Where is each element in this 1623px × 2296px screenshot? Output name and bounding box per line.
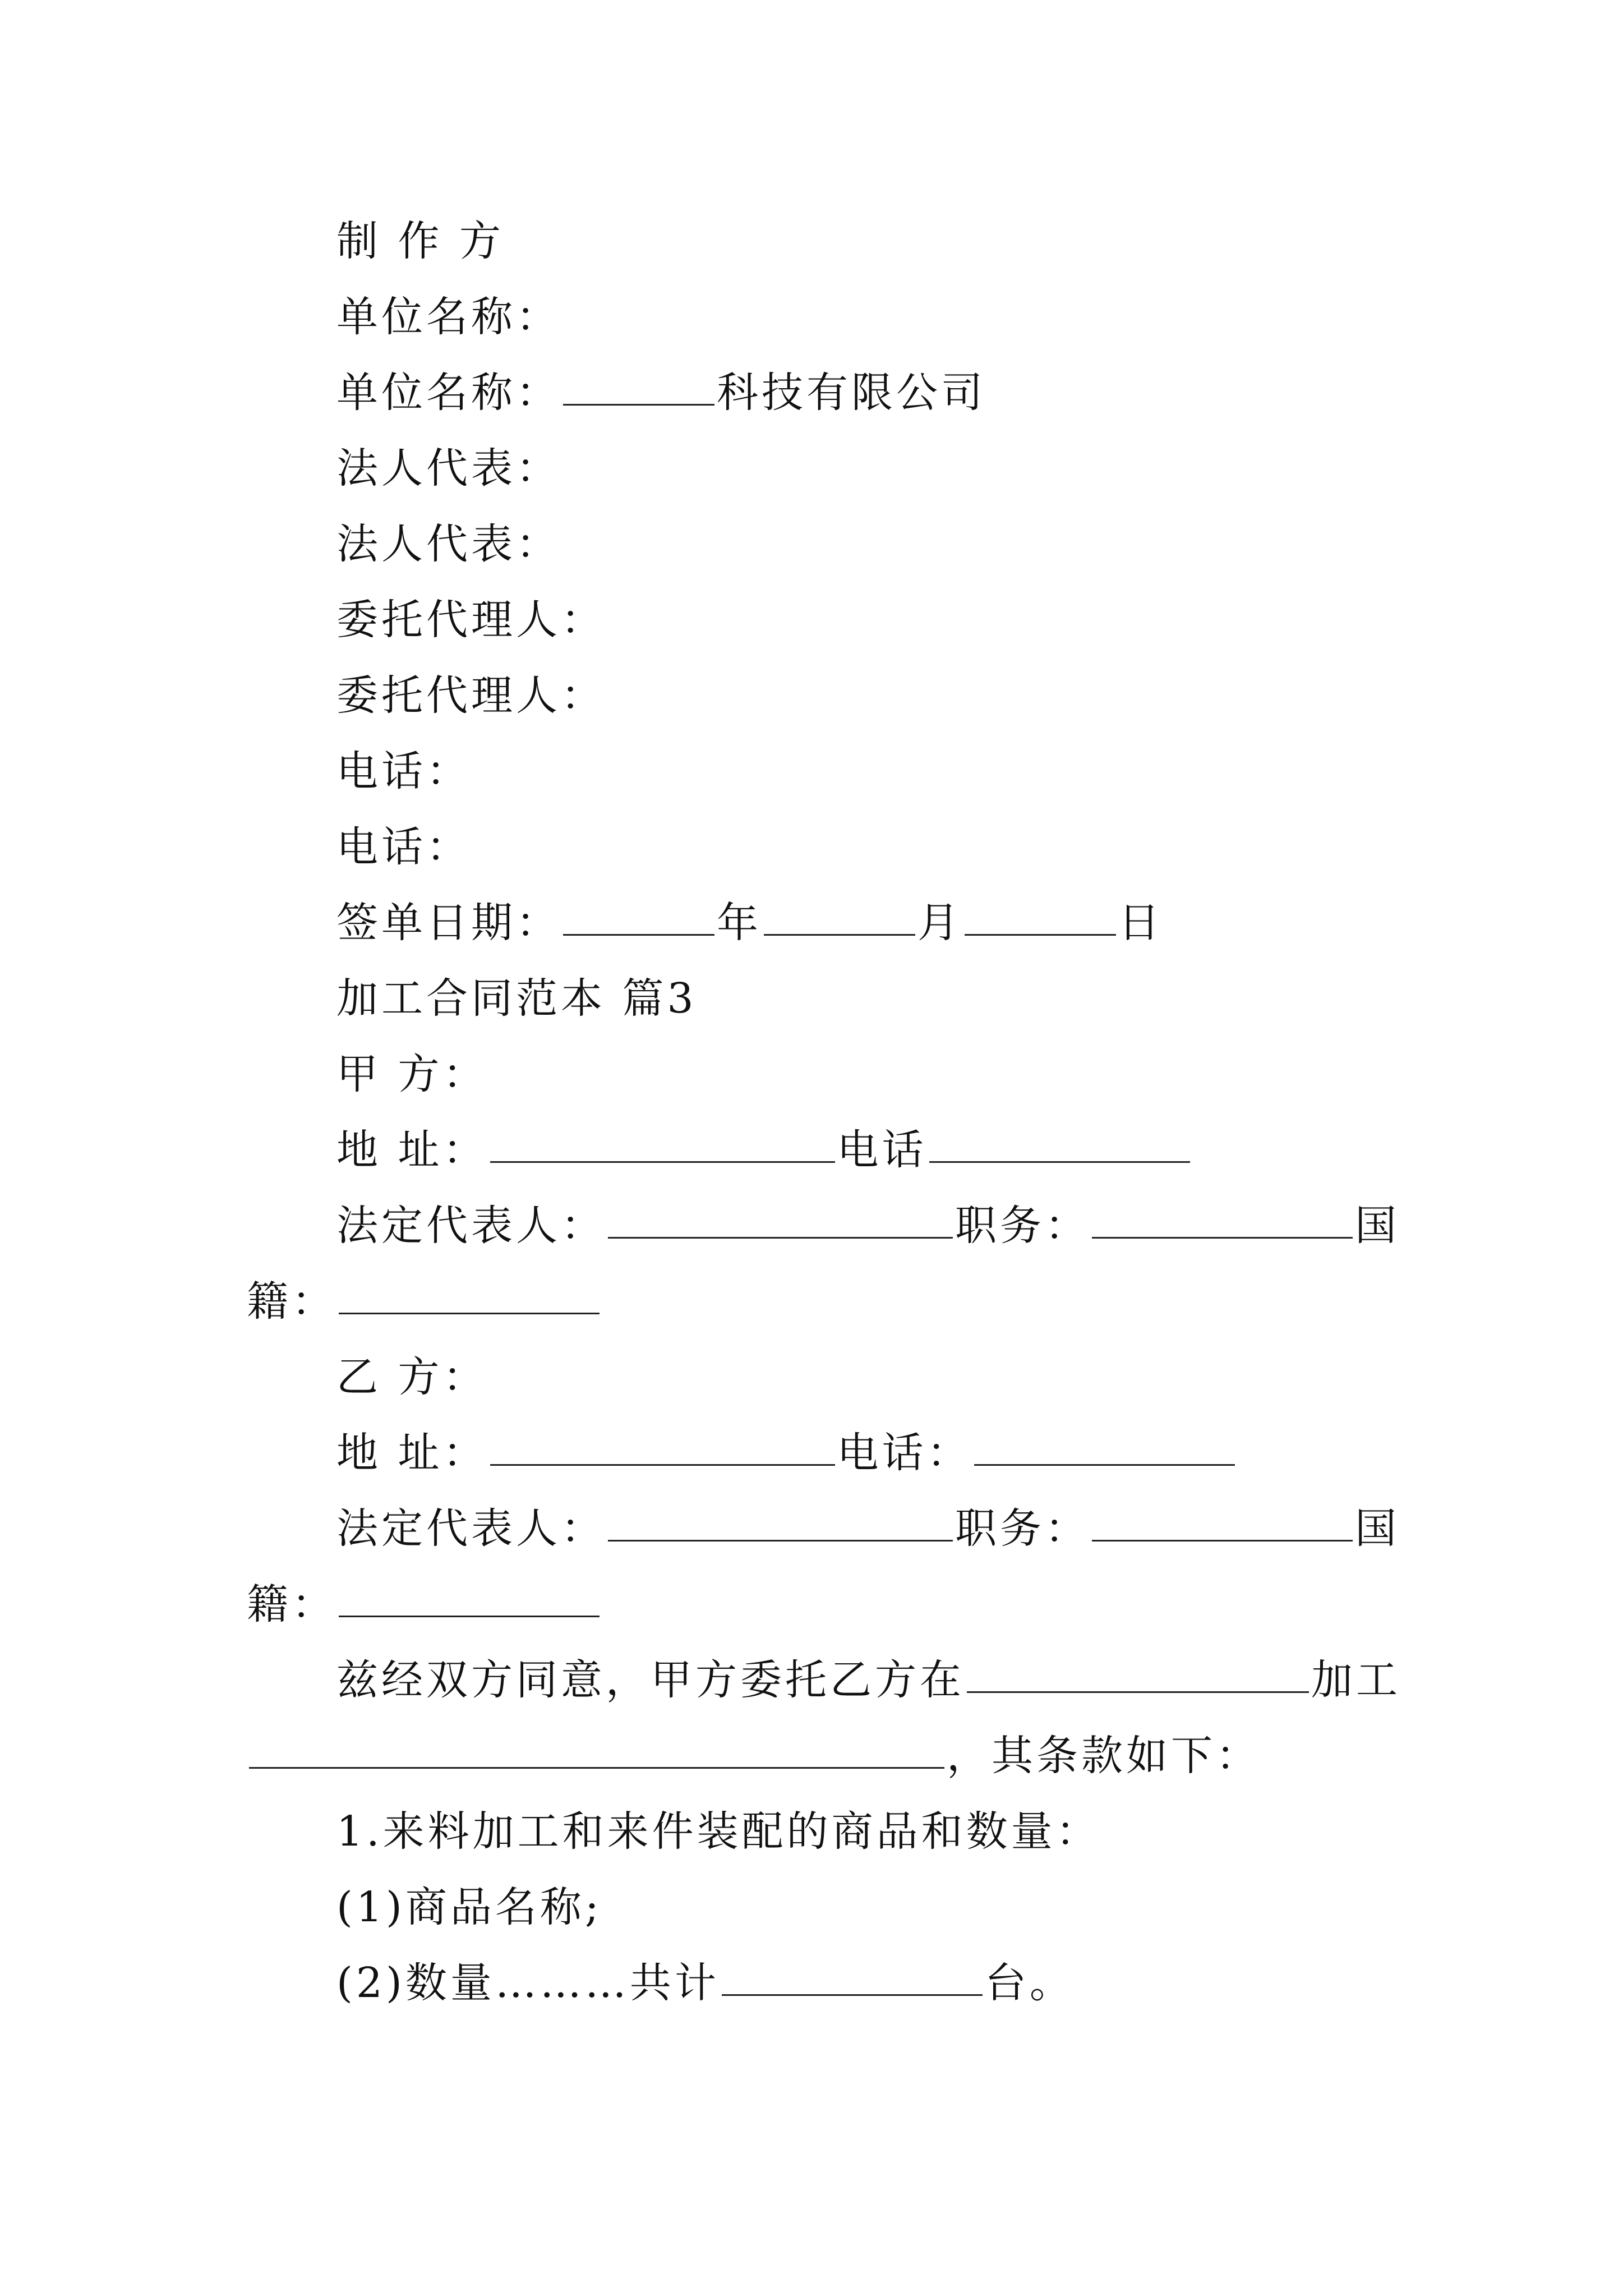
unit-text: 台。 bbox=[984, 1959, 1075, 2007]
party-b-legal-rep-line bbox=[336, 1503, 1400, 1554]
address-blank bbox=[490, 1464, 835, 1466]
position-label: 职务： bbox=[955, 1202, 1090, 1250]
agent-label: 委托代理人： bbox=[336, 596, 606, 644]
address-label: 地 址： bbox=[336, 1126, 488, 1174]
clause-1-item-1 bbox=[336, 1882, 602, 1932]
phone-label: 电话： bbox=[336, 823, 471, 871]
nationality-label-end: 籍： bbox=[247, 1580, 336, 1628]
unit-name-label: 单位名称： bbox=[336, 369, 561, 417]
legal-representative-label: 法定代表人： bbox=[336, 1504, 606, 1553]
party-a-address-line bbox=[336, 1125, 1192, 1175]
section-title-text: 加工合同范本 篇3 bbox=[336, 974, 697, 1023]
party-a-heading bbox=[336, 1049, 488, 1099]
year-blank bbox=[563, 934, 714, 936]
product-name-text: (1)商品名称; bbox=[336, 1883, 602, 1931]
party-b-nationality-line bbox=[247, 1579, 602, 1630]
sign-date-line bbox=[336, 898, 1163, 948]
processing-location-blank bbox=[967, 1691, 1309, 1693]
phone-line-2 bbox=[336, 822, 471, 872]
phone-label: 电话 bbox=[837, 1126, 927, 1174]
phone-label: 电话： bbox=[336, 747, 471, 795]
section-title bbox=[336, 973, 697, 1024]
day-label: 日 bbox=[1118, 899, 1163, 947]
quantity-text: (2)数量………共计 bbox=[336, 1959, 720, 2007]
position-blank bbox=[1092, 1237, 1353, 1239]
nationality-label-start: 国 bbox=[1355, 1202, 1400, 1250]
address-blank bbox=[490, 1161, 835, 1163]
sign-date-label: 签单日期： bbox=[336, 899, 561, 947]
legal-representative-blank bbox=[608, 1237, 953, 1239]
clause-1-text: 1.来料加工和来件装配的商品和数量： bbox=[336, 1807, 1101, 1856]
terms-intro: ，其条款如下： bbox=[947, 1732, 1261, 1780]
legal-rep-label: 法人代表： bbox=[336, 444, 561, 493]
producer-heading bbox=[336, 216, 504, 266]
unit-name-label: 单位名称： bbox=[336, 293, 561, 341]
phone-blank bbox=[929, 1161, 1190, 1163]
month-blank bbox=[764, 934, 915, 936]
legal-rep-line-1 bbox=[336, 443, 561, 494]
party-b-address-line bbox=[336, 1428, 1237, 1478]
position-label: 职务： bbox=[955, 1504, 1090, 1553]
processing-label: 加工 bbox=[1311, 1656, 1401, 1704]
year-label: 年 bbox=[717, 899, 762, 947]
month-label: 月 bbox=[917, 899, 962, 947]
agent-line-1 bbox=[336, 595, 606, 645]
processing-content-blank bbox=[249, 1767, 944, 1769]
party-a-nationality-line bbox=[247, 1276, 602, 1327]
legal-representative-blank bbox=[608, 1540, 953, 1542]
phone-blank bbox=[974, 1464, 1235, 1466]
unit-name-line-2 bbox=[336, 367, 986, 418]
legal-representative-label: 法定代表人： bbox=[336, 1202, 606, 1250]
nationality-label-end: 籍： bbox=[247, 1277, 336, 1326]
agreement-line-2 bbox=[247, 1731, 1261, 1781]
nationality-label-start: 国 bbox=[1355, 1504, 1400, 1553]
producer-heading-text: 制 作 方 bbox=[336, 217, 505, 265]
legal-rep-label: 法人代表： bbox=[336, 520, 561, 568]
clause-1-heading bbox=[336, 1806, 1101, 1857]
phone-label: 电话： bbox=[837, 1429, 972, 1477]
agreement-line-1 bbox=[336, 1655, 1401, 1705]
phone-line-1 bbox=[336, 746, 471, 797]
day-blank bbox=[965, 934, 1116, 936]
quantity-blank bbox=[722, 1994, 983, 1996]
agreement-text: 兹经双方同意，甲方委托乙方在 bbox=[336, 1656, 965, 1704]
nationality-blank bbox=[339, 1313, 600, 1314]
party-b-heading bbox=[336, 1352, 488, 1402]
party-b-label: 乙 方： bbox=[336, 1353, 488, 1401]
party-a-legal-rep-line bbox=[336, 1200, 1400, 1251]
address-label: 地 址： bbox=[336, 1429, 488, 1477]
company-suffix: 科技有限公司 bbox=[717, 369, 986, 417]
company-name-blank bbox=[563, 404, 714, 406]
position-blank bbox=[1092, 1540, 1353, 1542]
legal-rep-line-2 bbox=[336, 519, 561, 569]
agent-label: 委托代理人： bbox=[336, 671, 606, 720]
clause-1-item-2 bbox=[336, 1958, 1075, 2008]
agent-line-2 bbox=[336, 670, 606, 721]
unit-name-line-1 bbox=[336, 292, 561, 342]
nationality-blank bbox=[339, 1616, 600, 1617]
party-a-label: 甲 方： bbox=[336, 1050, 488, 1098]
